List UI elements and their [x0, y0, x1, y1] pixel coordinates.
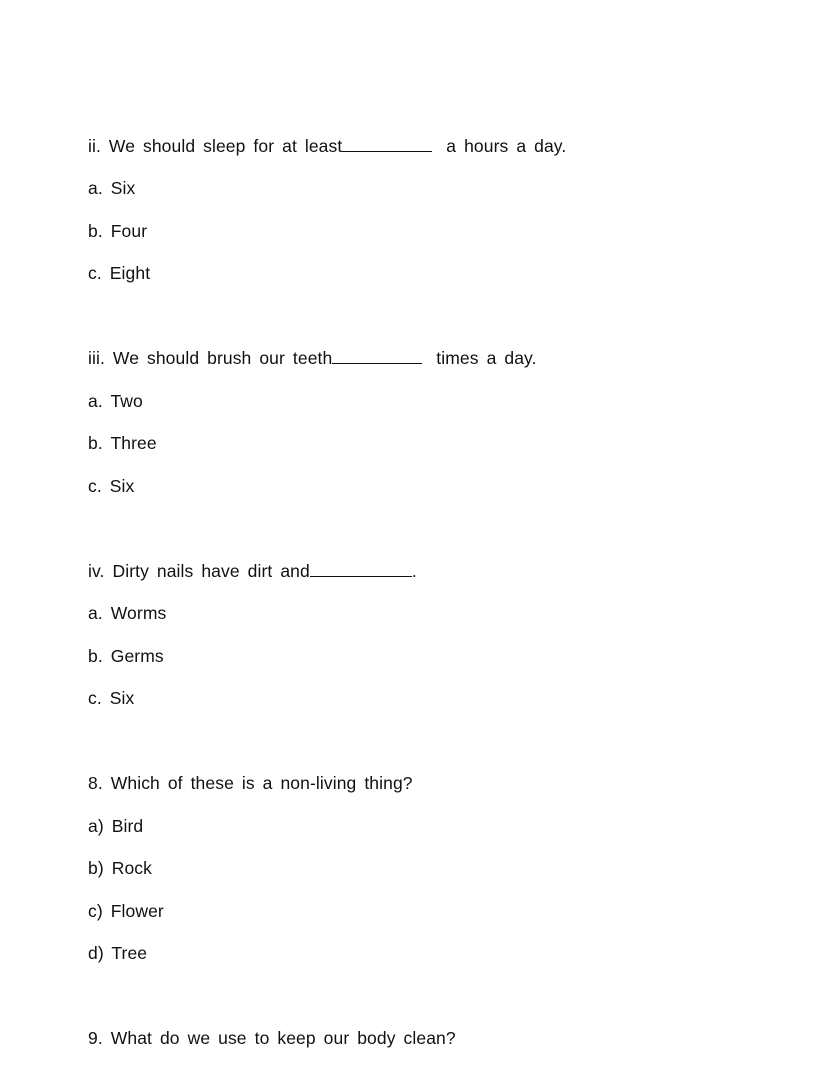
answer-blank: [342, 135, 432, 152]
option: a) Bird: [88, 816, 144, 836]
answer-blank: [310, 560, 412, 577]
answer-blank: [332, 347, 422, 364]
option: c) Flower: [88, 901, 164, 921]
question-8: 8. Which of these is a non-living thing?: [88, 773, 413, 793]
question-text-end: a hours a day.: [438, 136, 567, 156]
option: a. Two: [88, 391, 143, 411]
question-text: iv. Dirty nails have dirt and: [88, 561, 310, 581]
option: b. Four: [88, 221, 148, 241]
option: b) Rock: [88, 858, 152, 878]
question-text-end: .: [411, 561, 417, 581]
question-text-end: times a day.: [428, 348, 537, 368]
option: b. Germs: [88, 646, 164, 666]
option: c. Six: [88, 476, 135, 496]
option: a. Worms: [88, 603, 167, 623]
option: a. Six: [88, 178, 136, 198]
question-iv: [88, 560, 417, 582]
option: b. Three: [88, 433, 157, 453]
option: c. Six: [88, 688, 135, 708]
question-iii: [88, 347, 537, 369]
question-text: ii. We should sleep for at least: [88, 136, 343, 156]
option: d) Tree: [88, 943, 148, 963]
option: c. Eight: [88, 263, 151, 283]
question-ii: [88, 135, 566, 157]
question-text: iii. We should brush our teeth: [88, 348, 333, 368]
question-9: 9. What do we use to keep our body clean?: [88, 1028, 456, 1048]
